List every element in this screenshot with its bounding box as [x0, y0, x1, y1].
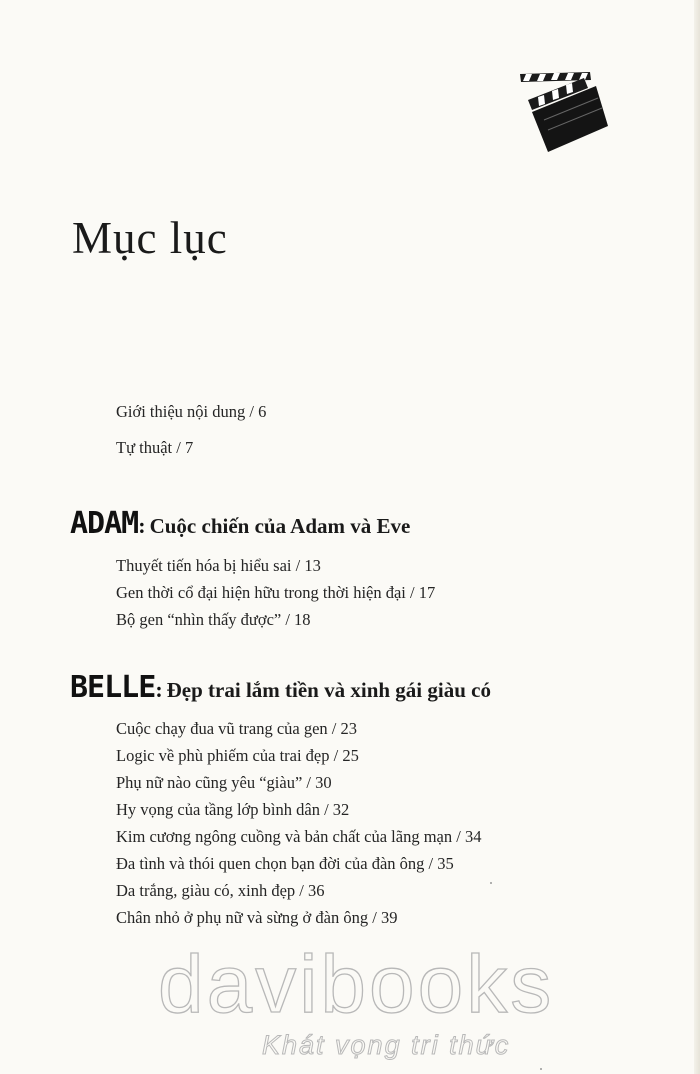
toc-entry: Logic về phù phiếm của trai đẹp / 25 [116, 746, 359, 765]
page-edge [694, 0, 700, 1074]
toc-entry: Đa tình và thói quen chọn bạn đời của đàn ông / 35 [116, 854, 454, 873]
section-colon: : [138, 513, 146, 538]
section-list-belle [116, 715, 481, 931]
toc-entry: Chân nhỏ ở phụ nữ và sừng ở đàn ông / 39 [116, 908, 398, 927]
toc-entry: Cuộc chạy đua vũ trang của gen / 23 [116, 719, 358, 738]
section-heading-adam [70, 506, 410, 541]
toc-entry: Hy vọng của tầng lớp bình dân / 32 [116, 800, 350, 819]
section-heading-belle [70, 670, 491, 705]
toc-entry: Phụ nữ nào cũng yêu “giàu” / 30 [116, 773, 332, 792]
watermark-slogan: Khát vọng tri thức [262, 1030, 511, 1060]
section-title: Đẹp trai lắm tiền và xinh gái giàu có [166, 678, 491, 702]
toc-entry: Thuyết tiến hóa bị hiểu sai / 13 [116, 556, 321, 575]
paper-speck [490, 882, 492, 884]
toc-entry: Kim cương ngông cuồng và bản chất của lãng mạn / 34 [116, 827, 482, 846]
toc-entry: Gen thời cổ đại hiện hữu trong thời hiện đại / 17 [116, 583, 436, 602]
page-title: Mục lục [72, 213, 228, 263]
toc-entry: Bộ gen “nhìn thấy được” / 18 [116, 610, 311, 629]
toc-entry: Da trắng, giàu có, xinh đẹp / 36 [116, 881, 325, 900]
section-list-adam [116, 552, 435, 633]
section-name: BELLE [70, 670, 156, 705]
clapperboard-icon [518, 68, 612, 156]
paper-speck [540, 1068, 542, 1070]
toc-entry-preface: Tự thuật / 7 [116, 438, 194, 457]
section-name: ADAM [70, 506, 139, 541]
section-title: Cuộc chiến của Adam và Eve [149, 514, 411, 538]
toc-entry-intro: Giới thiệu nội dung / 6 [116, 402, 267, 421]
section-colon: : [155, 677, 163, 702]
watermark-brand: davibooks [158, 939, 555, 1030]
